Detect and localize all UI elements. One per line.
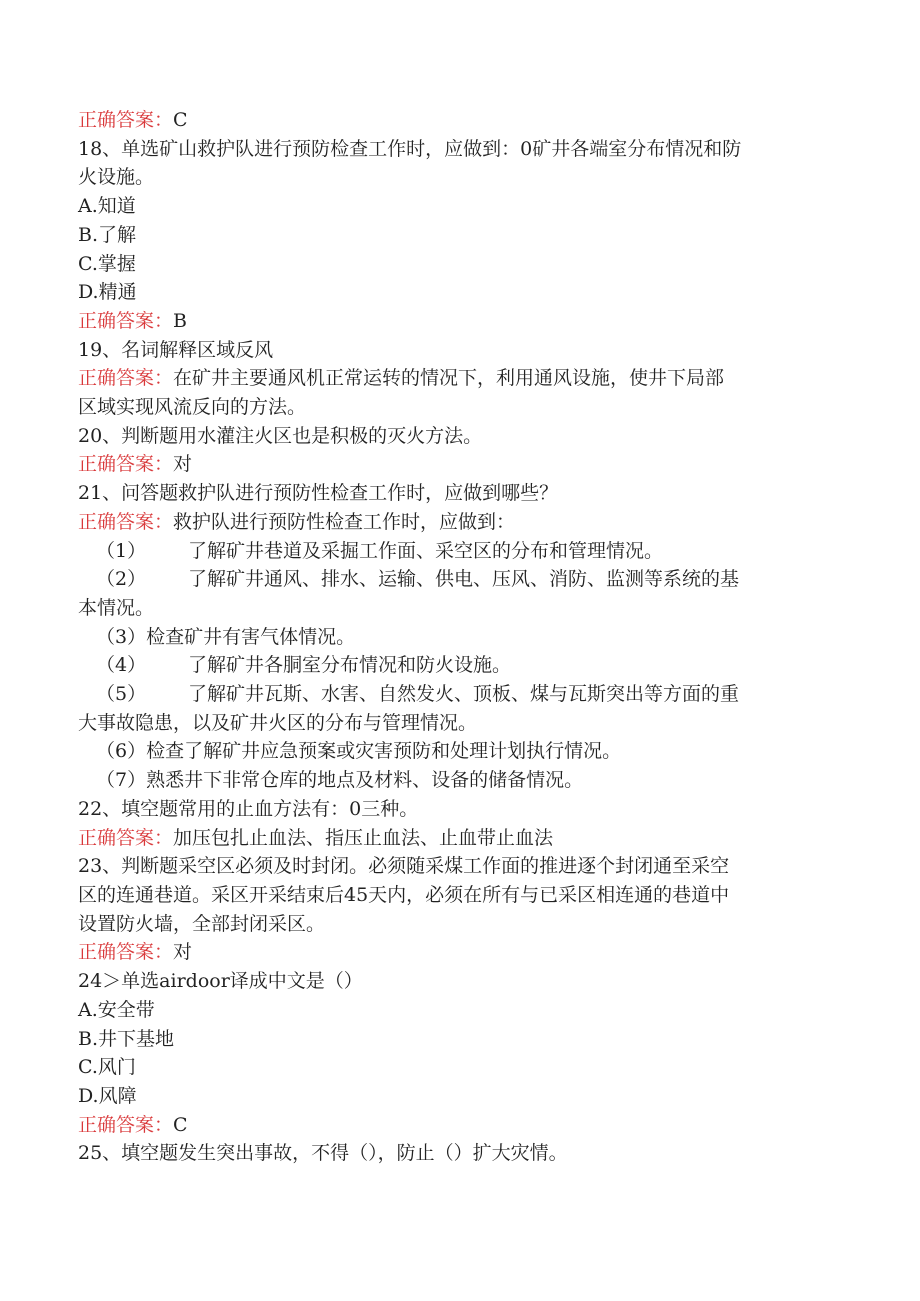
answer-line [78, 1111, 848, 1140]
question-25: 25、填空题发生突出事故，不得（），防止（）扩大灾情。 [78, 1142, 568, 1165]
list-item-text: 了解矿井通风、排水、运输、供电、压风、消防、监测等系统的基 [188, 568, 740, 591]
answer-label: 正确答案： [78, 941, 174, 964]
question-23-cont: 区的连通巷道。采区开采结束后45天内，必须在所有与已采区相连通的巷道中 [78, 883, 730, 906]
answer-value: 加压包扎止血法、指压止血法、止血带止血法 [173, 826, 554, 849]
list-item-number: （2） [96, 568, 147, 591]
list-item-6: （6）检查了解矿井应急预案或灾害预防和处理计划执行情况。 [96, 740, 622, 763]
option-b: B.了解 [78, 223, 137, 246]
answer-line [78, 450, 848, 479]
option-d: D.风障 [78, 1084, 137, 1107]
answer-label: 正确答案： [78, 309, 174, 332]
answer-line [78, 938, 848, 967]
question-18-cont: 火设施。 [78, 166, 155, 189]
question-22: 22、填空题常用的止血方法有：0三种。 [78, 797, 419, 820]
answer-line [78, 824, 848, 853]
answer-value: 对 [173, 453, 193, 476]
question-23-cont: 设置防火墙，全部封闭采区。 [78, 912, 326, 935]
question-18: 18、单选矿山救护队进行预防检查工作时，应做到：0矿井各端室分布情况和防 [78, 137, 742, 160]
list-item-5 [78, 680, 848, 709]
answer-value: B [173, 309, 187, 332]
answer-value: 在矿井主要通风机正常运转的情况下，利用通风设施，使井下局部 [173, 367, 725, 390]
list-item-5-cont: 大事故隐患，以及矿井火区的分布与管理情况。 [78, 711, 478, 734]
list-item-2-cont: 本情况。 [78, 596, 155, 619]
answer-value: 救护队进行预防性检查工作时，应做到： [173, 510, 516, 533]
answer-line [78, 307, 848, 336]
list-item-number: （1） [96, 539, 147, 562]
list-item-text: 了解矿井各胴室分布情况和防火设施。 [188, 654, 512, 677]
question-20: 20、判断题用水灌注火区也是积极的灭火方法。 [78, 424, 483, 447]
list-item-4 [78, 651, 848, 680]
list-item-1 [78, 537, 848, 566]
answer-label: 正确答案： [78, 109, 174, 131]
answer-label: 正确答案： [78, 453, 174, 476]
answer-cont: 区域实现风流反向的方法。 [78, 396, 307, 419]
list-item-3: （3）检查矿井有害气体情况。 [96, 625, 356, 648]
document-page [78, 106, 848, 1168]
answer-label: 正确答案： [78, 510, 174, 533]
answer-value: 对 [173, 941, 193, 964]
option-a: A.知道 [78, 195, 136, 218]
question-19: 19、名词解释区域反风 [78, 338, 274, 361]
list-item-number: （4） [96, 654, 147, 677]
option-c: C.风门 [78, 1056, 136, 1079]
answer-value: C [173, 109, 188, 131]
answer-value: C [173, 1113, 188, 1136]
answer-label: 正确答案： [78, 1113, 174, 1136]
option-d: D.精通 [78, 281, 137, 304]
list-item-2 [78, 565, 848, 594]
answer-line [78, 508, 848, 537]
question-24: 24＞单选airdoor译成中文是（） [78, 970, 363, 993]
answer-label: 正确答案： [78, 826, 174, 849]
question-21: 21、问答题救护队进行预防性检查工作时，应做到哪些？ [78, 482, 559, 505]
list-item-7: （7）熟悉井下非常仓库的地点及材料、设备的储备情况。 [96, 769, 584, 792]
answer-label: 正确答案： [78, 367, 174, 390]
option-a: A.安全带 [78, 998, 155, 1021]
question-23: 23、判断题采空区必须及时封闭。必须随采煤工作面的推进逐个封闭通至采空 [78, 855, 730, 878]
option-b: B.井下基地 [78, 1027, 175, 1050]
list-item-text: 了解矿井巷道及采掘工作面、采空区的分布和管理情况。 [188, 539, 664, 562]
list-item-text: 了解矿井瓦斯、水害、自然发火、顶板、煤与瓦斯突出等方面的重 [188, 683, 740, 706]
answer-line [78, 364, 848, 393]
answer-line [78, 106, 848, 135]
option-c: C.掌握 [78, 252, 136, 275]
list-item-number: （5） [96, 683, 147, 706]
